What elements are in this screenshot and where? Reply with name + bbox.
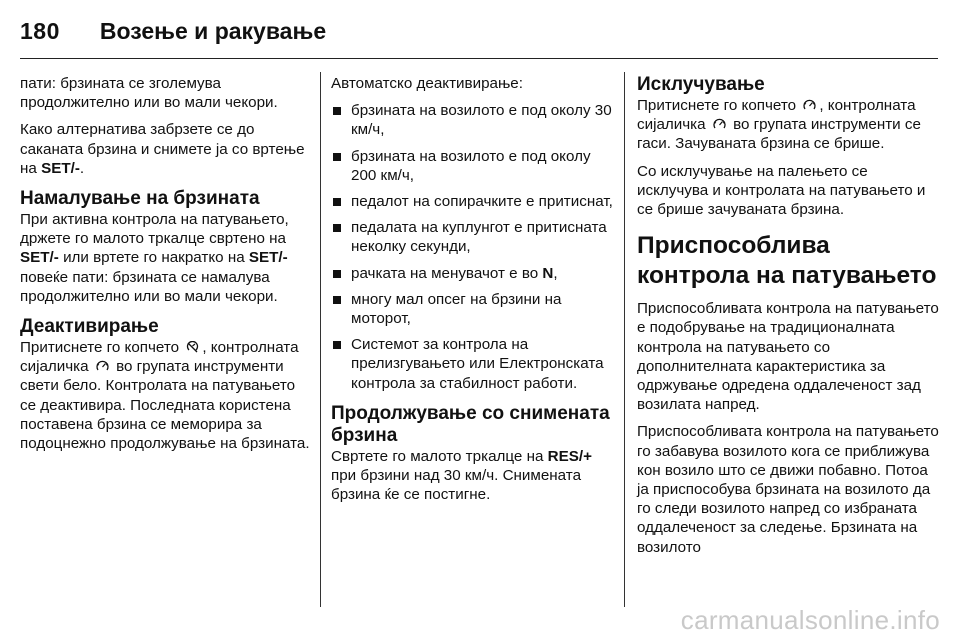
section-heading-resume-speed: Продолжување со снимената брзина — [331, 402, 610, 446]
cruise-control-icon — [95, 360, 110, 372]
paragraph: Притиснете го копчето , контролната сијаличка во групата инструменти свети бело. Контролата на патувањето се деактивира. Последната користена поставена брзина се меморира за подоцнежно продолжување на брзината. — [20, 339, 310, 453]
column-divider-1 — [320, 72, 321, 607]
page-title: Возење и ракување — [99, 18, 327, 44]
section-heading-adaptive-cruise: Приспособлива контрола на патувањето — [637, 232, 937, 290]
paragraph: Свртете го малото тркалце на RES/+ при брзини над 30 км/ч. Снимената брзина ќе се постигне. — [331, 447, 592, 504]
cruise-cancel-icon — [185, 341, 200, 353]
paragraph: Автоматско деактивирање: — [331, 75, 523, 92]
header-divider — [20, 58, 938, 59]
page-header — [20, 18, 326, 58]
paragraph: Приспособливата контрола на патувањето е подобрување на традиционалната контрола на патувањето со дополнителната карактеристика за одржување одредена оддалеченост зад возилата напред. — [637, 300, 939, 414]
section-heading-switch-off: Исклучување — [637, 74, 765, 95]
list-item: рачката на менувачот е во N, — [331, 264, 613, 283]
list-item: педалата на куплунгот е притисната неколку секунди, — [331, 218, 613, 256]
column-3 — [637, 74, 940, 565]
list-item: педалот на сопирачките е притиснат, — [331, 192, 613, 211]
column-1 — [20, 74, 314, 461]
cruise-control-icon — [802, 99, 817, 111]
column-divider-2 — [624, 72, 625, 607]
deactivation-list — [331, 101, 613, 393]
section-heading-deactivation: Деактивирање — [20, 316, 159, 338]
cruise-control-icon — [712, 118, 727, 130]
list-item: брзината на возилото е под околу 200 км/ч, — [331, 147, 613, 185]
paragraph: Приспособливата контрола на патувањето го забавува возилото кога се приближува кон возило што се движи побавно. Потоа ја приспособува брзината на возилото да го следи возилото напред со избраната оддалеченост за следење. Брзината на возилото — [637, 423, 939, 556]
paragraph: Притиснете го копчето , контролната сијаличка во групата инструменти се гаси. Зачуваната брзина се брише. — [637, 97, 921, 153]
paragraph: Со исклучување на палењето се исклучува и контролата на патувањето и се брише зачуваната брзина. — [637, 162, 926, 219]
list-item: многу мал опсег на брзини на моторот, — [331, 290, 613, 328]
paragraph: Како алтернатива забрзете се до саканата брзина и снимете ја со вртење на SET/-. — [20, 121, 305, 177]
paragraph: При активна контрола на патувањето, држете го малото тркалце свртено на SET/- или вртете го накратко на SET/- повеќе пати: брзината се намалува продолжително или во мали чекори. — [20, 211, 289, 305]
watermark: carmanualsonline.info — [680, 605, 940, 635]
column-2 — [331, 74, 613, 512]
list-item: Системот за контрола на прелизгувањето или Електронската контрола за стабилност работи. — [331, 335, 613, 393]
list-item: брзината на возилото е под околу 30 км/ч, — [331, 101, 613, 139]
section-heading-reduce-speed: Намалување на брзината — [20, 188, 260, 210]
page-number: 180 — [20, 18, 60, 44]
paragraph: пати: брзината се зголемува продолжително или во мали чекори. — [20, 75, 278, 112]
